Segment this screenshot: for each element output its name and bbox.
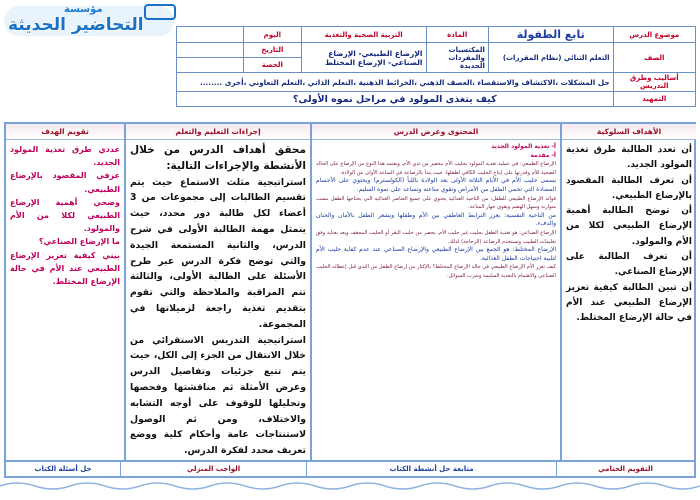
field-label: المادة bbox=[426, 27, 488, 43]
day-value bbox=[177, 27, 244, 43]
objectives-header: الأهداف السلوكية bbox=[562, 124, 696, 140]
intro-label: التمهيد bbox=[613, 92, 695, 107]
objective-item: أن تعرف الطالبة المقصود بالإرضاع الطبيعي. bbox=[566, 175, 692, 201]
session-value bbox=[177, 58, 244, 73]
procedures-column bbox=[124, 124, 310, 460]
content-section-title: أ- تغذية المولود الجديد bbox=[491, 143, 556, 150]
class-label: الصف bbox=[613, 43, 695, 73]
wavy-border-decoration bbox=[0, 480, 700, 498]
publisher-logo bbox=[4, 2, 182, 38]
content-paragraph: من الناحية النفسية: يعزز الترابط العاطفي بين الأم وطفلها ويشعر الطفل بالأمان والحنان والدفء. bbox=[316, 211, 556, 228]
objective-item: أن تعرف الطالبة على الإرضاع الصناعي. bbox=[566, 252, 692, 278]
evaluation-column bbox=[6, 124, 124, 460]
evaluation-item: بيني كيفية تعزيز الإرضاع الطبيعي عند الأم في حالة الإرضاع المختلط. bbox=[10, 250, 120, 287]
evaluation-item: وضحي أهمية الإرضاع الطبيعي لكلا من الأم والمولود. bbox=[10, 197, 120, 234]
content-paragraph: كيف تعزز الأم الإرضاع الطبيعي في حالة الإرضاع المختلط؟ بالإكثار من إرضاع الطفل من الثدي قبل إعطائه الحليب الصناعي والاهتمام بالتغذية السليمة وشرب السوائل. bbox=[316, 264, 556, 279]
content-text bbox=[312, 140, 560, 284]
content-header: المحتوى وعرض الدرس bbox=[312, 124, 560, 140]
unit-title: تابع الطفولة bbox=[488, 27, 613, 43]
objectives-column bbox=[560, 124, 696, 460]
procedures-text bbox=[126, 140, 310, 462]
objective-item: أن توضح الطالبة أهمية الإرضاع الطبيعي لكلا من الأم والمولود. bbox=[566, 206, 692, 247]
evaluation-item: ما الإرضاع الصناعي؟ bbox=[38, 237, 120, 247]
logo-line-2: التحاضير الحديثة bbox=[8, 15, 144, 35]
objectives-list bbox=[562, 140, 696, 330]
evaluation-item: عددي طرق تغذية المولود الجديد. bbox=[10, 145, 120, 168]
footer-row bbox=[4, 462, 696, 478]
objective-item: أن تبين الطالبة كيفية تعزيز الإرضاع الطبيعي عند الأم في حالة الإرضاع المختلط. bbox=[566, 282, 692, 324]
methods-label: أساليب وطرق التدريس bbox=[613, 73, 695, 92]
evaluation-list bbox=[6, 140, 124, 291]
procedures-title: محقق أهداف الدرس من خلال الأنشطة والإجراءات التالية: bbox=[130, 144, 306, 172]
topic-value: الإرضاع الطبيعي- الإرضاع الصناعي- الإرضاع المختلط bbox=[301, 43, 426, 73]
session-label: الحصة bbox=[243, 58, 301, 73]
homework-label: الواجب المنزلي bbox=[120, 462, 306, 476]
header-table bbox=[176, 26, 696, 107]
final-eval-value: متابعة حل أنشطة الكتاب bbox=[306, 462, 556, 476]
content-paragraph: الإرضاع الصناعي: هو تغذية الطفل بحليب غير حليب الأم، يحضر من حليب البقر أو الحليب المجفف ويعد بعناية وفق تعليمات الطبيب وتستخدم الرضاعة (الزجاجة) لذلك. bbox=[316, 229, 556, 245]
objective-item: أن تعدد الطالبة طرق تغذية المولود الجديد. bbox=[566, 145, 692, 171]
evaluation-header: تقويم الهدف bbox=[6, 124, 124, 140]
field-value: المكتسبات والمفردات الجديدة bbox=[426, 43, 488, 73]
content-column bbox=[310, 124, 560, 460]
evaluation-item: عرفي المقصود بالإرضاع الطبيعي. bbox=[10, 171, 120, 194]
procedures-header: إجراءات التعليم والتعلم bbox=[126, 124, 310, 140]
day-label: اليوم bbox=[243, 27, 301, 43]
procedure-paragraph: استراتيجية التدريس الاستقرائي من خلال الانتقال من الجزء إلى الكل، حيث يتم تتبع جزئيات وتفاصيل الدرس وعرض الأمثلة ثم مناقشتها وفحصها وتحليلها للوقوف على أوجه التشابه والاختلاف، ومن ثم الوصول لاستنتاجات عامة وأحكام كلية ووضع تعريف محدد لفكرة الدرس. bbox=[130, 334, 306, 457]
intro-value: كيف يتغذى المولود في مراحل نموه الأولى؟ bbox=[177, 92, 614, 107]
final-eval-label: التقويم الختامي bbox=[556, 462, 694, 476]
procedure-paragraph: استراتيجية مثلث الاستماع حيث يتم تقسيم الطالبات إلى مجموعات من 3 أعضاء لكل طالبة دور محدد، حيث يتمثل مهمة الطالبة الأولى في شرح الدرس، والثانية المستمعة الجيدة والتي توضح فكرة الدرس عبر طرح الأسئلة على الطالبة الأولى، والثالثة تتم المراقبة والملاحظة والتي تقوم بتقديم تغذية راجعة لزميلاتها في المجموعة. bbox=[130, 176, 306, 330]
methods-value: حل المشكلات ،الاكتشاف والاستقصاء ،العصف الذهني ،الخرائط الذهنية ،التعلم الذاتي ،التعلم التعاوني ،أخرى ........ bbox=[177, 73, 614, 92]
class-value: التعلم الثنائي (نظام المقررات) bbox=[488, 43, 613, 73]
topic-label: التربية الصحية والتغذية bbox=[301, 27, 426, 43]
content-paragraph: فوائد الإرضاع الطبيعي للطفل: من الناحية الغذائية يحتوي على جميع العناصر الغذائية التي يحتاجها الطفل بنسب متوازنة وسهل الهضم ويقوي جهاز المناعة. bbox=[316, 195, 556, 211]
content-intro-title: أ- مقدمة bbox=[530, 151, 556, 159]
content-paragraph: الإرضاع الطبيعي: في عملية تغذية المولود بحليب الأم بتحفيز من ثدي الأم، ويعتمد هذا النوع من الإرضاع على الحالة الصحية للأم وقدرتها على إنتاج الحليب الكافي لطفلها، حيث يبدأ بالرضاعة في الساعة الأولى من الولادة. bbox=[316, 161, 556, 176]
homework-value: حل أسئلة الكتاب bbox=[34, 465, 92, 473]
bus-icon bbox=[144, 4, 176, 20]
logo-line-1: مؤسسة bbox=[64, 4, 103, 15]
date-value bbox=[177, 43, 244, 58]
content-paragraph: الإرضاع المختلط: هو الجمع بين الإرضاع الطبيعي والإرضاع الصناعي عند عدم كفاية حليب الأم لتلبية احتياجات الطفل الغذائية. bbox=[316, 246, 556, 262]
lesson-body-table bbox=[4, 122, 696, 462]
subject-label: موضوع الدرس bbox=[613, 27, 695, 43]
date-label: التاريخ bbox=[243, 43, 301, 58]
content-paragraph: يسمى حليب الأم في الأيام الثلاثة الأولى بعد الولادة باللبأ (الكولسترم) ويحتوي على الأجسام المضادة التي تحمي الطفل من الأمراض وتقوي مناعته وتساعد على نموه السليم. bbox=[316, 177, 556, 193]
